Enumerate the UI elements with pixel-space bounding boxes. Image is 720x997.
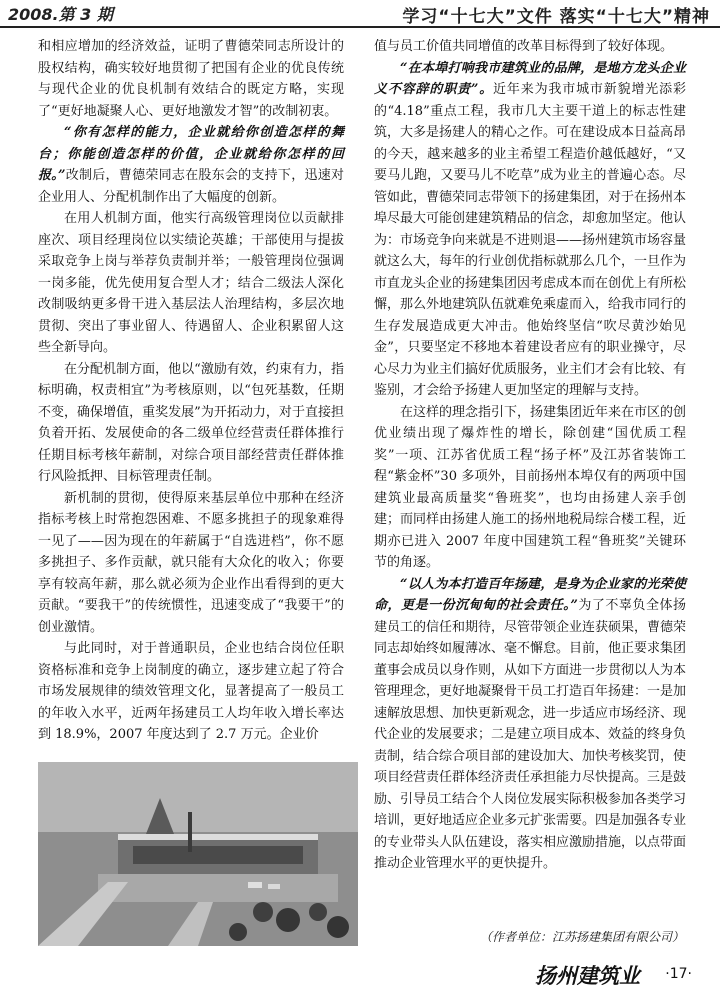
lead-quote: “你有怎样的能力，企业就给你创造怎样的舞台；你能创造怎样的价值，企业就给你怎样的回报。”	[38, 125, 344, 183]
lead-quote: “在本埠打响我市建筑业的品牌，是地方龙头企业义不容辞的职责”。	[374, 60, 686, 97]
right-column	[374, 36, 686, 875]
header-slogan: 学习“十七大”文件 落实“十七大”精神	[402, 7, 710, 27]
page-number: ·17·	[665, 966, 692, 982]
paragraph	[374, 58, 686, 402]
paragraph: 值与员工价值共同增值的改革目标得到了较好体现。	[374, 39, 674, 54]
paragraph: 新机制的贯彻，使得原来基层单位中那种在经济指标考核上时常抱怨困难、不愿多挑担子的现象难得一见了——因为现在的年薪属于“自选进档”，你不愿多挑担子、多作贡献，就只能有大众化的收入；你要享有较高年薪，那么就必须为企业作出看得到的更大贡献。“要我干”的传统惯性，迅速变成了“我要干”的创业激情。	[38, 490, 344, 635]
paragraph	[38, 122, 344, 208]
paragraph	[374, 574, 686, 875]
paragraph: 在这样的理念指引下，扬建集团近年来在市区的创优业绩出现了爆炸性的增长，除创建“国优质工程奖”一项、江苏省优质工程“扬子杯”及江苏省装饰工程“紫金杯”30 多项外，目前扬州本埠仅有的两项中国建筑业最高质量奖“鲁班奖”，也均由扬建人亲手创建；而同样由扬建人施工的扬州地税局综合楼工程，近期亦已进入 2007 年度中国建筑工程“鲁班奖”关键环节的角逐。	[374, 404, 687, 570]
magazine-logo: 扬州建筑业	[535, 963, 640, 988]
photo-illustration	[38, 762, 358, 946]
lead-quote: “以人为本打造百年扬建，是身为企业家的光荣使命，更是一份沉甸甸的社会责任。”	[374, 576, 686, 613]
paragraph: 在用人机制方面，他实行高级管理岗位以贡献排座次、项目经理岗位以实绩论英雄；干部使用与提拔采取竞争上岗与举荐负责制并举；一般管理岗位强调一岗多能，优先使用复合型人才；结合二级法人深化改制吸纳更多骨干进入基层法人治理结构，多层次地贯彻、突出了事业留人、待遇留人、企业积累留人这些全新导向。	[38, 211, 344, 355]
paragraph-text: 近年来为我市城市新貌增光添彩的“4.18”重点工程，我市几大主要干道上的标志性建筑，大多是扬建人的精心之作。可在建设成本日益高昂的今天，越来越多的业主希望工程造价越低越好，“又要马儿跑，又要马儿不吃草”成为业主的普遍心态。尽管如此，曹德荣同志带领下的扬建集团，对于在扬州本埠尽最大可能创建建筑精品的信念，却愈加坚定。他认为：市场竞争向来就是不进则退——扬州建筑市场容量就这么大，每年的行业创优指标就那么几个，一旦作为市直龙头企业的扬建集团因考虑成本而在创优上有所松懈，那么外地建筑队伍就难免乘虚而入，给我市同行的生存发展造成更大冲击。他始终坚信“吹尽黄沙始见金”，只要坚定不移地本着建设者应有的职业操守，尽心尽力为业主们搞好优质服务，业主们才会有比较、有鉴别，才会给予扬建人更加坚定的理解与支持。	[374, 82, 687, 398]
page-header	[0, 0, 720, 28]
paragraph: 与此同时，对于普通职员，企业也结合岗位任职资格标准和竞争上岗制度的确立，逐步建立起了符合市场发展规律的绩效管理文化，显著提高了一般员工的年收入水平，近两年扬建员工人均年收入增长率达到 18.9%，2007 年度达到了 2.7 万元。企业价	[38, 641, 344, 742]
issue-label: 2008.第 3 期	[8, 5, 113, 24]
author-affiliation: （作者单位：江苏扬建集团有限公司）	[479, 930, 684, 944]
paragraph-text: 改制后，曹德荣同志在股东会的支持下，迅速对企业用人、分配机制作出了大幅度的创新。	[38, 168, 344, 205]
paragraph-text: 为了不辜负全体扬建员工的信任和期待，尽管带领企业连获硕果，曹德荣同志却始终如履薄冰、毫不懈怠。目前，他正要求集团董事会成员以身作则，从如下方面进一步贯彻以人为本管理理念，更好地凝聚骨干员工打造百年扬建：一是加速解放思想、加快更新观念，进一步适应市场经济、现代企业的发展要求；二是建立项目成本、效益的终身负责制，结合综合项目部的建设加大、加快考核奖罚，使项目经营责任群体经济责任承担能力尽快提高。三是鼓励、引导员工结合个人岗位发展实际积极参加各类学习培训，更好地适应企业多元扩张需要。四是加强各专业的专业带头人队伍建设，落实相应激励措施，以点带面推动企业管理水平的更快提升。	[374, 598, 687, 871]
paragraph: 在分配机制方面，他以“激励有效，约束有力，指标明确，权责相宜”为考核原则，以“包死基数，任期不变，确保增值，重奖发展”为开拓动力，对于直接担负着开拓、发展使命的各二级单位经营责任群体推行任期目标考核年薪制，对综合项目部经营责任群体推行风险抵押、目标管理责任制。	[38, 361, 344, 484]
paragraph: 和相应增加的经济效益，证明了曹德荣同志所设计的股权结构，确实较好地贯彻了把国有企业的优良传统与现代企业的优良机制有效结合的既定方略，实现了“更好地凝聚人心、更好地激发才智”的改制初衷。	[38, 39, 344, 119]
aerial-building-photo	[38, 762, 358, 946]
left-column	[38, 36, 344, 746]
